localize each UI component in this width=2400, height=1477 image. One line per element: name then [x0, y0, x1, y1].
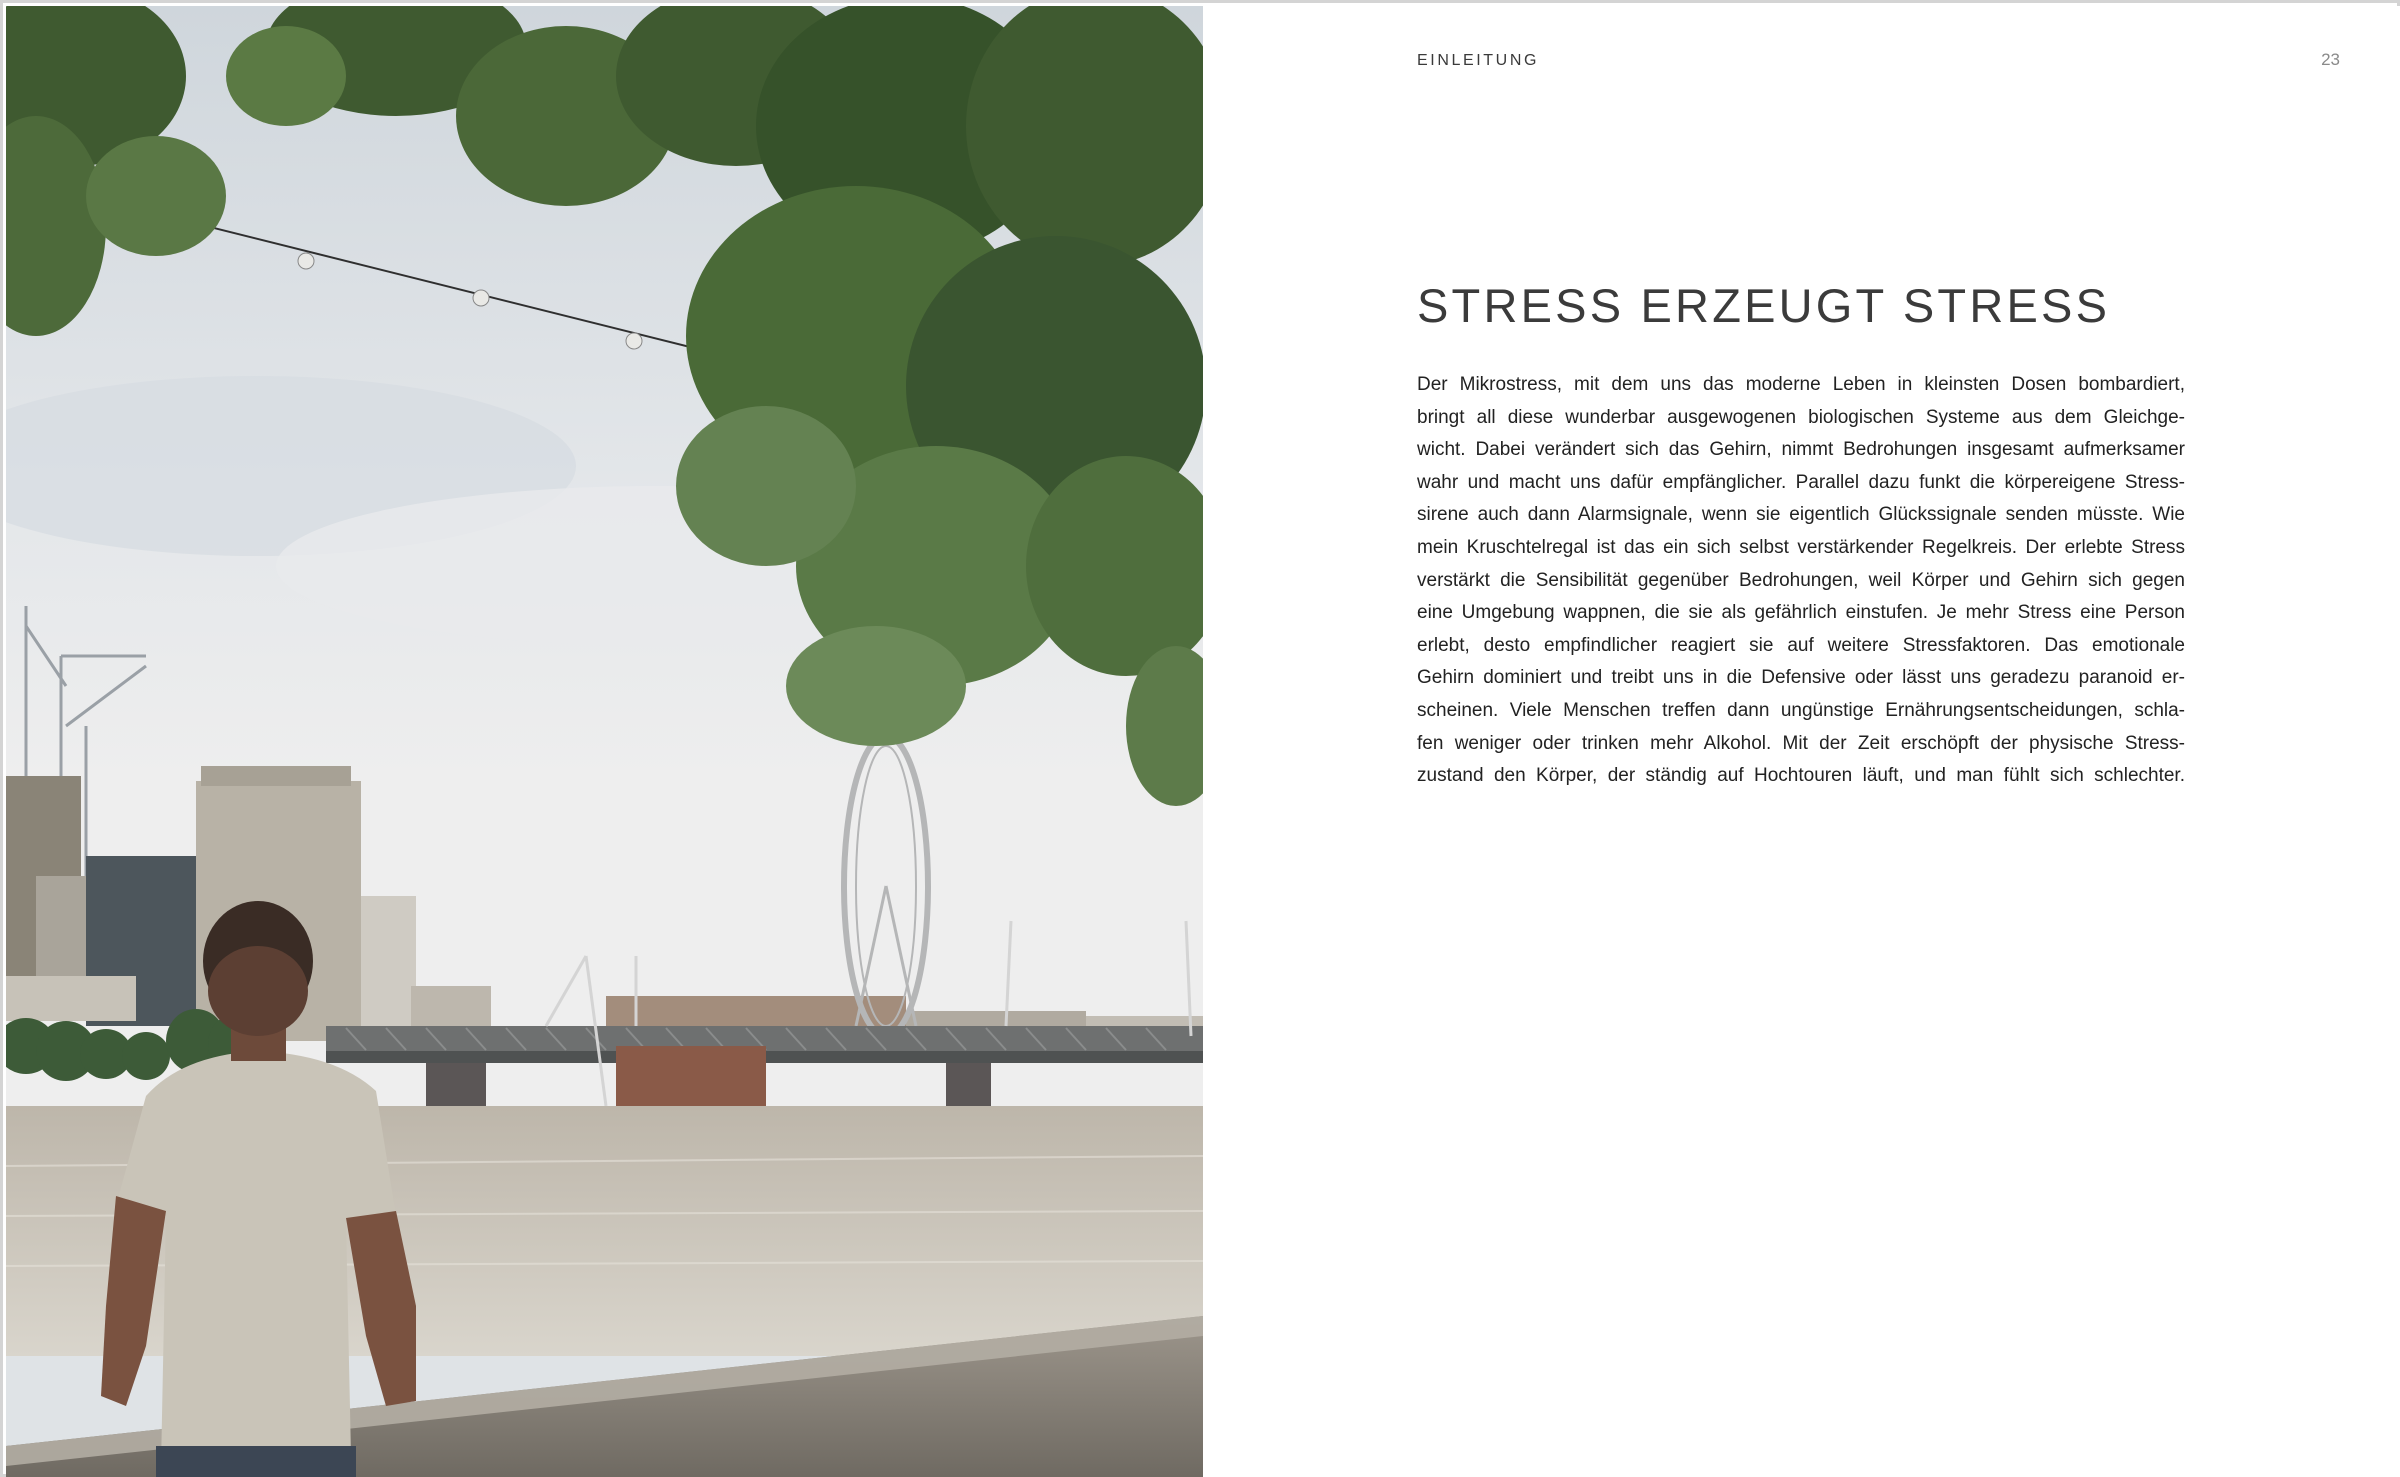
body-line: bringt all diese wunderbar ausgewogenen biologischen Systeme aus dem Gleichge-	[1417, 406, 2185, 428]
text-page	[1203, 6, 2400, 1477]
photo-page	[6, 6, 1203, 1477]
body-line: scheinen. Viele Menschen treffen dann ungünstige Ernährungsentscheidungen, schla-	[1417, 699, 2185, 721]
body-line: zustand den Körper, der ständig auf Hochtouren läuft, und man fühlt sich schlechter.	[1417, 765, 2185, 787]
body-paragraph	[1417, 369, 2185, 793]
body-line: mein Kruschtelregal ist das ein sich selbst verstärkender Regelkreis. Der erlebte Stress	[1417, 536, 2185, 558]
page-number: 23	[2321, 50, 2340, 69]
section-heading: STRESS ERZEUGT STRESS	[1417, 279, 2111, 332]
body-line: verstärkt die Sensibilität gegenüber Bedrohungen, weil Körper und Gehirn sich gegen	[1417, 569, 2185, 591]
man-by-river-photo	[6, 6, 1203, 1477]
body-line: sirene auch dann Alarmsignale, wenn sie eigentlich Glückssignale senden müsste. Wie	[1417, 504, 2185, 526]
body-line: erlebt, desto empfindlicher reagiert sie auf weitere Stressfaktoren. Das emotionale	[1417, 634, 2185, 656]
body-line: wahr und macht uns dafür empfänglicher. Parallel dazu funkt die körpereigene Stress-	[1417, 471, 2185, 493]
body-line: Der Mikrostress, mit dem uns das moderne Leben in kleinsten Dosen bombardiert,	[1417, 374, 2185, 395]
running-head: EINLEITUNG	[1417, 52, 1540, 69]
body-line: fen weniger oder trinken mehr Alkohol. Mit der Zeit erschöpft der physische Stress-	[1417, 732, 2185, 754]
body-line: wicht. Dabei verändert sich das Gehirn, nimmt Bedrohungen insgesamt aufmerksamer	[1417, 439, 2185, 461]
body-line: eine Umgebung wappnen, die sie als gefährlich einstufen. Je mehr Stress eine Person	[1417, 602, 2185, 624]
body-line: Gehirn dominiert und treibt uns in die Defensive oder lässt uns geradezu paranoid er-	[1417, 667, 2185, 689]
